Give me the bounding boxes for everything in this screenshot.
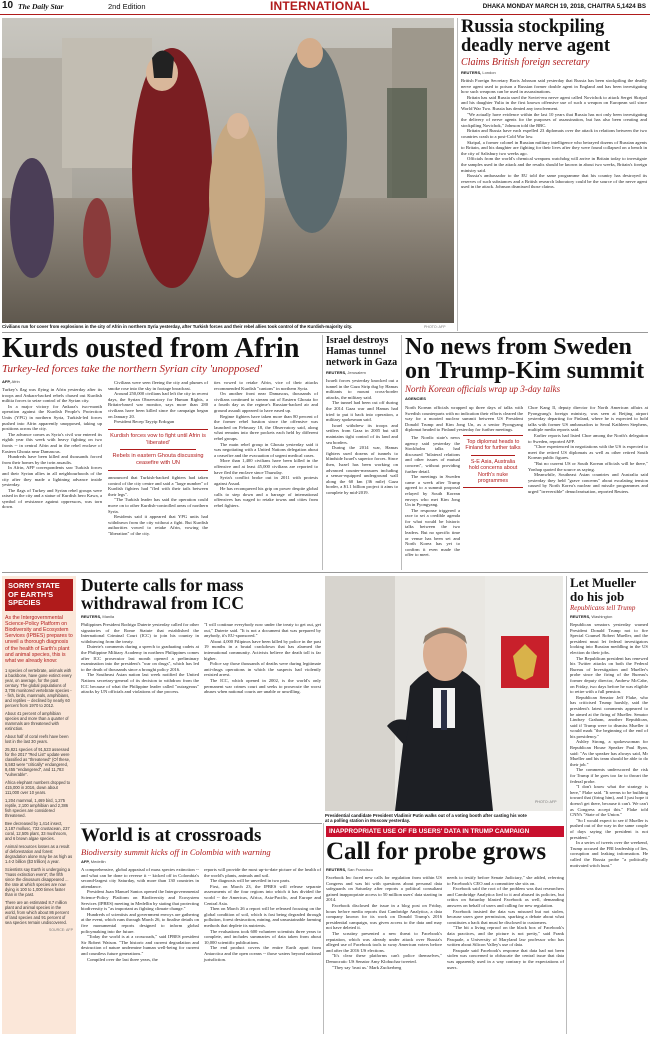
duterte-article xyxy=(81,576,321,695)
world-article xyxy=(81,826,321,962)
paragraph: The scrutiny presented a new threat to Facebook's reputation, which was already under attack over Russia's alleged use of Facebook tools to sway American voters before and after the 2016 US elections. xyxy=(326,930,442,953)
paragraph: The response triggered a race to set a credible agenda for what would be historic talks between the two leaders. But no specific time or venue has been set and North Korea has yet to confirm it even made the offer to meet. xyxy=(405,507,460,558)
paragraph: The tunnel had been cut off during the 2014 Gaza war and Hamas had tried to put it back into operation, a military spokesman said. xyxy=(326,400,398,423)
paragraph: Israel withdrew its troops and settlers from Gaza in 2005 but still maintains tight control of its land and sea borders. xyxy=(326,422,398,445)
israel-body xyxy=(326,378,398,495)
sidebar-intro: As the Intergovernmental Science-Policy Platform on Biodiversity and Ecosystem Services (IPBES) prepares to unveil a thorough diagnosis of the health of Earth's plant and animal species, this is what we already know: xyxy=(5,614,73,664)
world-col2 xyxy=(204,867,321,962)
paragraph: On another front near Damascus, thousands of civilians continued to stream out of Eastern Ghouta for a fourth day as the regime's Russian-backed air and ground assault appeared to have eased up. xyxy=(214,391,318,413)
israel-byline-source: REUTERS, xyxy=(326,370,347,375)
russia-byline-source: REUTERS, xyxy=(461,70,482,75)
paragraph: In a major victory for Ankara's two-month operation against the Kurdish People's Protection Units (YPG) in northern Syria, Turkish-led forces pushed into Afrin apparently unopposed, taking up positions across the city. xyxy=(2,403,102,432)
section-title: INTERNATIONAL xyxy=(270,0,370,13)
putin-photo-credit: PHOTO: AFP xyxy=(535,800,557,804)
paragraph: Syria's conflict broke out in 2011 with protests against Assad. xyxy=(214,475,318,486)
paragraph: British Foreign Secretary Boris Johnson said yesterday that Russia has been stockpiling the deadly nerve agent used to poison a Russian former double agent in England and has been investigating how such weapons can be used in assassinations. xyxy=(461,78,647,95)
mueller-article xyxy=(570,576,648,868)
pull-quote-1: Kurdish forces vow to fight until Afrin is 'liberated' xyxy=(110,432,206,446)
paragraph: The main rebel group in Ghouta yesterday said it was negotiating with a United Nations delegation about a ceasefire and the evacuation of urgent medical cases. xyxy=(214,441,318,458)
paragraph: The Nordic state's news agency said yesterday the Stockholm talks had discussed "bilateral relations and other issues of mutual concern", without providing further detail. xyxy=(405,434,460,474)
paragraph: Hundreds have been killed and thousands forced from their homes by the twin assaults. xyxy=(2,454,102,465)
paragraph: North Korean officials wrapped up three days of talks with Swedish counterparts with no indication their efforts cleared the way for a mooted nuclear summit between US President Donald Trump and Kim Jong Un, as a senior Pyongyang diplomat headed to Finland yesterday for further meetings. xyxy=(405,405,523,433)
facebook-col2 xyxy=(447,875,564,970)
facebook-article xyxy=(326,826,564,970)
paragraph: First, on March 23, the IPBES will release separate assessments of the four regions into which it has divided the world -- the Americas, Africa, Asia-Pacific, and Europe and Central Asia. xyxy=(204,883,321,906)
sidebar-title: SORRY STATE OF EARTH'S SPECIES xyxy=(5,579,73,611)
paragraph: Republican senators yesterday warned President Donald Trump not to fire Special Counsel Robert Mueller, and the president must let federal investigators looking into Russian meddling in the US election do their jobs. xyxy=(570,622,648,655)
paragraph: President Recep Tayyip Erdogan xyxy=(114,419,175,425)
korea-col1 xyxy=(405,405,523,433)
paragraph: Regime fighters have taken more than 80 percent of the former rebel bastion since the offensive was launched on February 18, the Observatory said, along what remains into three pockets each held by different rebel groups. xyxy=(214,413,318,441)
sidebar-source: SOURCE: AFP xyxy=(48,928,73,933)
paragraph: The flags of Turkey and Syrian rebel groups were raised in the city and a statue of Kurdish hero Kawa, a symbol of resistance against oppressors, was torn down. xyxy=(2,487,102,510)
afrin-photo-caption: Civilians run for cover from explosions in the city of Afrin in northern Syria yesterday, after Turkish forces and their rebel allies took control of the Kurdish-majority city. xyxy=(2,324,353,329)
facebook-tag: INAPPROPRIATE USE OF FB USERS' DATA IN TRUMP CAMPAIGN xyxy=(326,826,564,837)
paragraph: About 4,000 Filipinos have been killed by police in the past 19 months in a brutal crackdown that has alarmed the international community. Activists believe the death toll is far higher. xyxy=(204,638,321,661)
paragraph: Facebook insisted the data was misused but not stolen, because users gave permission, sparking a debate about what constitutes a hack that must be disclosed to customers. xyxy=(447,908,564,925)
paragraph: During the 2014 war, Hamas fighters used dozens of tunnels to blindside Israel's superior forces. Since then, Israel has been working on advanced counter-measures including a sensor-equipped underground wall along the 60 km (36 mile) Gaza border, a $1.1 billion project it aims to complete by mid-2019. xyxy=(326,445,398,495)
russia-kicker: Claims British foreign secretary xyxy=(461,57,590,68)
paper-name: The Daily Star xyxy=(18,2,64,11)
bullet-item: 1 species of vertebrate, animals with a backbone, have gone extinct every year, on average, for the past century. The global populations of 3,706 monitored vertebrate species -- fish, birds, mammals, amphibians, and reptiles -- declined by nearly 60 percent from 1970 to 2012. xyxy=(5,668,72,709)
afrin-col3 xyxy=(214,380,318,509)
mueller-body xyxy=(570,622,648,868)
paragraph: needs to testify before Senate Judiciary," she added, referring to Facebook's CEO and a committee she sits on. xyxy=(447,875,564,886)
pull-quote-2: Rebels in eastern Ghouta discussing ceasefire with UN xyxy=(112,453,204,467)
paragraph: Philippines President Rodrigo Duterte yesterday called for other signatories of the Rome Statute that established the International Criminal Court (ICC) to join his country in withdrawing from the treaty. xyxy=(81,622,200,644)
paragraph: Turkey's flag was flying in Afrin yesterday after its troops and Ankara-backed rebels chased out Kurdish militia forces to seize control of the Syrian city. xyxy=(2,387,102,404)
paragraph: Residents said it appeared that YPG units had withdrawn from the city without a fight. But Kurdish authorities vowed to retake Afrin, vowing the "liberation" of the city. xyxy=(108,514,208,536)
paragraph: "The Turkish leader has said the operation could move on to other Kurdish-controlled areas of northern Syria. xyxy=(108,497,208,514)
russia-headline: Russia stockpiling deadly nerve agent xyxy=(461,17,611,56)
russia-body xyxy=(461,78,647,190)
paragraph: Facebook disclosed the issue in a blog post on Friday, hours before media reports that Cambridge Analytica, a data company known for its work on Donald Trump's 2016 presidential campaign, was given access to the data and may not have deleted it. xyxy=(326,902,442,931)
paragraph: Pasquale said Facebook's response that data had not been stolen was concerned to obfuscate the central issue that data was apparently used in a way contrary to the expectations of users. xyxy=(447,947,564,970)
mueller-byline-place: Washington xyxy=(591,614,613,619)
paragraph: In Afrin, AFP correspondents saw Turkish forces and their Syrian allies in all neighbourhoods of the city after they made a lightning advance inside yesterday. xyxy=(2,465,102,488)
afrin-photo-credit: PHOTO: AFP xyxy=(424,325,446,329)
bullet-item: Africa elephant numbers dropped to 415,000 in 2016, down about 111,000 over 10 years. xyxy=(5,780,71,796)
paragraph: Facebook Inc faced new calls for regulation from within US Congress and was hit with questions about personal data safeguards on Saturday after reports a political consultant gained inappropriate access to 50 million users' data starting in 2014. xyxy=(326,875,442,903)
paragraph: reports will provide the most up-to-date picture of the health of the world's plants, animals and soil. xyxy=(204,867,321,878)
mueller-byline-source: REUTERS, xyxy=(570,614,591,619)
paragraph: The diagnosis will be unveiled in two parts. xyxy=(210,878,291,884)
israel-article xyxy=(326,335,398,495)
world-byline-source: AFP, xyxy=(81,859,90,864)
sorry-state-sidebar xyxy=(2,576,76,1034)
paragraph: Police say those thousands of deaths were during legitimate anti-drugs operations in which the suspects had violently resisted arrest. xyxy=(204,661,321,678)
putin-photo-caption: Presidential candidate President Vladimir Putin walks out of a voting booth after casting his vote at a polling station in Moscow yesterday. xyxy=(325,813,527,824)
afrin-article xyxy=(2,335,320,375)
paragraph: Around 250,000 civilians had left the city in recent days, the Syrian Observatory for Human Rights, a Britain-based war monitor, says more than 280 civilians have been killed since the campaign began on January 20. xyxy=(108,391,208,419)
russia-byline-place: London xyxy=(482,70,496,75)
korea-col2 xyxy=(528,405,648,495)
korea-headline: No news from Sweden on Trump-Kim summit xyxy=(405,334,645,384)
paragraph: Republican Senator Jeff Flake, who has criticised Trump harshly, said the president's latest comments appeared to be aimed at the firing of Mueller. Senator Lindsey Graham, another Republican, said if Trump were to dismiss Mueller it would mark "the beginning of the end of his presidency." xyxy=(570,694,648,739)
paragraph: Compiled over the last three years, the xyxy=(87,956,158,962)
world-byline-place: Medellin xyxy=(90,859,106,864)
paragraph: The ICC, which opened in 2002, is the world's only permanent war crimes court and seeks to prosecute the worst abuses when national courts are unable or unwilling. xyxy=(204,677,321,695)
paragraph: Israeli forces yesterday knocked out a tunnel in the Gaza Strip dug by Hamas militants to mount cross-border attacks, the military said. xyxy=(326,378,398,400)
world-headline: World is at crossroads xyxy=(81,825,262,846)
facebook-byline-place: San Francisco xyxy=(347,867,373,872)
paragraph: ties vowed to retake Afrin, vice of their attacks recommended Kurdish "cantons" in northern Syria. xyxy=(214,380,318,391)
paragraph: Hundreds of scientists and government envoys are gathering at the event, which runs through March 26, to finalise details on five monumental reports designed to inform global policymaking into the future. xyxy=(81,911,199,934)
paragraph: Civilians were seen fleeing the city and plumes of smoke rose into the sky in footage broadcast. xyxy=(108,380,208,391)
duterte-byline-source: REUTERS, xyxy=(81,614,102,619)
bullet-item: About half of coral reefs have been lost in the last 30 years. xyxy=(5,734,69,745)
afrin-byline-source: AFP, xyxy=(2,379,11,384)
mueller-kicker: Republicans tell Trump xyxy=(570,604,636,612)
korea-article xyxy=(405,335,648,404)
afrin-photo-image xyxy=(2,18,454,323)
paragraph: Facebook said the root of the problem was that researchers and Cambridge Analytica lied to it and abused its policies, but critics on Saturday blasted Facebook as well, demanding answers on behalf of users and calling for new regulation. xyxy=(447,886,564,908)
israel-byline-place: Jerusalem xyxy=(347,370,366,375)
paragraph: Britain and Russia have each expelled 23 diplomats over the attack in relations between the two countries crash to a post-Cold War low. xyxy=(461,128,647,139)
pull-quote-1: Top diplomat heads to Finland for further talks xyxy=(465,438,521,452)
duterte-col1 xyxy=(81,622,199,695)
bullet-item: 1,204 mammal, 1,469 bird, 1,275 reptile, 2,100 amphibian and 2,386 fish species are considered threatened. xyxy=(5,798,69,819)
paragraph: "We actually have evidence within the last 10 years that Russia has not only been investigating the delivery of nerve agents for the purposes of assassination, but has also been creating and stockpiling Novichok," Johnson told the BBC. xyxy=(461,111,647,128)
korea-pull-quote xyxy=(463,435,523,488)
paragraph: Choe Kang Il, deputy director for North American affairs at Pyongyang's foreign ministry, was seen at Beijing airport yesterday departing for Finland, where he is expected to hold talks with former US ambassadors to Seoul Kathleen Stephens, multiple media reports said. xyxy=(528,405,648,433)
afrin-kicker: Turkey-led forces take the northern Syrian city 'unopposed' xyxy=(2,363,262,375)
paragraph: The Republican president has renewed his Twitter attacks on both the Federal Bureau of Investigation and Mueller's probe since the firing of the Bureau's former deputy director, Andrew McCabe, on Friday, two days before he was eligible to retire with a full pension. xyxy=(570,655,648,695)
paragraph: Duterte's comments during a speech to graduating cadets at the Philippine Military Academy in northern Philippines comes after ICC prosecutor last month opened a preliminary examination into the president's "war on drugs", which has led to the death of thousands since a brought policy 2016. xyxy=(81,644,199,672)
duterte-col2 xyxy=(204,622,321,695)
edition-label: 2nd Edition xyxy=(108,2,146,11)
pull-quote-2: S-E Asia, Australia hold concerns about North's nuke programmes xyxy=(468,458,518,484)
paragraph: "But no current US or South Korean officials will be there," Yonhap quoted the source as saying. xyxy=(528,460,648,472)
paragraph: The comments underscored the risk for Trump if he goes too far to thwart the federal probe. xyxy=(570,767,648,784)
duterte-headline: Duterte calls for mass withdrawal from ICC xyxy=(81,575,245,613)
israel-headline: Israel destroys Hamas tunnel network in Gaza xyxy=(326,335,398,368)
paragraph: announced that Turkish-backed fighters had taken control of the city centre and said a "large number" of Kurdish fighters had "fled with their tails between their legs". xyxy=(108,474,208,497)
world-kicker: Biodiversity summit kicks off in Colombia with warning xyxy=(81,847,271,857)
paragraph: The evaluations took 600 volunteer scientists three years to complete, and includes summaries of data taken from about 10,000 scientific publications. xyxy=(204,928,321,945)
putin-photo xyxy=(325,576,563,811)
korea-kicker: North Korean officials wrap up 3-day talks xyxy=(405,384,561,394)
afrin-pull-quote xyxy=(108,429,208,471)
paragraph: Skripal, a former colonel in Russian military intelligence who betrayed dozens of Russian agents to Britain, and his daughter are fighting for their lives after they were found collapsed on a bench in the city of Salisbury two weeks ago. xyxy=(461,139,647,156)
paragraph: Officials from the world's chemical weapons watchdog will arrive in Britain today to investigate the samples used in the attack and the results should be known in about two weeks, Britain's foreign ministry said. xyxy=(461,156,647,173)
paragraph: The end product covers the entire Earth apart from Antarctica and the open oceans -- those waters beyond national jurisdiction. xyxy=(204,945,321,962)
paragraph: Earlier reports had listed Choe among the North's delegation to Sweden, reported AFP. xyxy=(528,432,648,444)
paragraph: In a series of tweets over the weekend, Trump accused the FBI leadership of lies, corruption and leaking information. He called the Russia probe "a politically motivated witch hunt." xyxy=(570,840,648,868)
duterte-byline-place: Manila xyxy=(102,614,115,619)
paragraph: "I don't know what the strategy is here," Flake said. "It seems to be building toward that (firing him), and I just hope it doesn't get there, because it can't. We can't as Congress accept this." Flake told CNN's "State of the Union." xyxy=(570,784,648,818)
korea-col1b xyxy=(405,435,460,558)
paragraph: "The bit a living reproof on the black box of Facebook's data practices, and the picture is not pretty," said Frank Pasquale, a University of Maryland law professor who has written about Silicon Valley's use of data. xyxy=(447,925,564,948)
paragraph: "I will continue everybody now under the treaty to get out, get out," Duterte said. "It is not a document that was prepared by anybody, it's EU-sponsored." xyxy=(204,622,321,639)
afrin-col1 xyxy=(2,387,102,510)
paragraph: Ashley Strong, a spokeswoman for Republican House Speaker Paul Ryan, said: "As the speaker has always said, Mr Mueller and his team should be able to do their job." xyxy=(570,739,648,767)
paragraph: Russia's ambassador to the EU told the same programme that his country has destroyed its reserves of such substances and a British research laboratory could be the source of the nerve agent used in the attack. Johnson dismissed those claims. xyxy=(461,173,647,190)
afrin-byline-place: Afrin xyxy=(11,379,20,384)
page-number: 10 xyxy=(2,0,14,11)
korea-byline-source: AGENCIES xyxy=(405,396,426,401)
russia-article xyxy=(461,18,647,190)
bullet-item: Animal resources losses as a result of deforestation and forest degradation alone may be as high as 1.4-2 billion ($3 trillion) a year. xyxy=(5,844,73,865)
bullet-item: Scientists say Earth is undergoing a "mass extinction event", the fifth since the dinosaurs disappeared ... the rate at which species are now dying is 100 to 1,000 times faster than in the past. xyxy=(5,867,71,898)
facebook-byline-source: REUTERS, xyxy=(326,867,347,872)
paragraph: President Juan Manuel Santos opened the Intergovernmental Science-Policy Platform on Biodiversity and Ecosystem Services (IPBES) meeting in Medellin by stating that protecting biodiversity is "as important as fighting climate change." xyxy=(81,889,199,912)
paragraph: The Southeast Asian nation last week notified the United Nations secretary-general of its decision to withdraw from the ICC because of what the Philippine leader called "outrageous" attacks by UN officials and violations of due process. xyxy=(81,672,199,695)
paragraph: A comprehensive, global appraisal of mass species extinction -- and what can be done to reverse it -- kicked off in Colombia's second-largest city Saturday, with more than 130 countries in attendance. xyxy=(81,867,199,889)
paragraph: "Today the world is at a crossroads," said IPBES president Sir Robert Watson. "The historic and current degradation and destruction of nature undermine human well-being for current and countless future generations." xyxy=(81,934,199,956)
paragraph: "Choe experienced in negotiations with the US is expected to meet the retired US diplomats as well as other retired South Korean public figures. xyxy=(528,444,648,461)
page-header xyxy=(0,0,650,15)
paragraph: "So I would expect to see if Mueller is pushed out of the way in the same couple of days saying the president is not president." xyxy=(570,817,648,840)
putin-photo-image xyxy=(325,576,563,811)
paragraph: "It's clear these platforms can't police themselves," Democratic US Senator Amy Klobuchar tweeted. xyxy=(326,953,442,964)
bullet-item: About 41 percent of amphibian species and more than a quarter of mammals are threatened with extinction. xyxy=(5,711,69,732)
paragraph: He has reconquered his grip on power despite global calls to step down and a barrage of international offensives has waged to retake towns and cities from rebel fighters. xyxy=(214,486,318,509)
afrin-col2 xyxy=(108,380,208,425)
paragraph: More than 1,400 civilians have been killed in the offensive and at least 45,000 civilians are reported to have fled the enclave since Thursday. xyxy=(214,458,318,475)
mueller-headline: Let Mueller do his job xyxy=(570,575,636,604)
afrin-col2b xyxy=(108,475,208,537)
dateline: DHAKA MONDAY MARCH 19, 2018, CHAITRA 5,1424 BS xyxy=(482,2,646,10)
paragraph: The meetings in Sweden came a week after Trump agreed to a summit proposal relayed by South Korean envoys who met Kim Jong Un in Pyongyang. xyxy=(405,474,460,508)
paragraph: The advance comes as Syria's civil war entered its eighth year this week with heavy fighting on two fronts -- in central Afrin and in the rebel enclave of Eastern Ghouta near Damascus. xyxy=(2,431,102,454)
bullet-item: Bee decreased by 1,414 insect, 2,187 mollusc, 732 crustacean, 237 coral, 12,505 plant, 33 mushroom, and 6 brown algae species. xyxy=(5,821,70,842)
sidebar-bullets xyxy=(5,668,73,925)
facebook-headline: Call for probe grows xyxy=(326,838,547,865)
facebook-col1 xyxy=(326,875,442,970)
afrin-photo xyxy=(2,18,454,323)
bullet-item: 25,821 species of 91,523 assessed for the 2017 "Red List" update were classified as "threatened" (Of these, 5,583 were "critically" endangered, 8,455 "endangered", and 11,783 "vulnerable". xyxy=(5,747,71,778)
paragraph: Then on March 26 a report will be released focusing on the global condition of soil, which is fast being degraded through pollution, forest destruction, mining, and unsustainable farming methods that deplete its nutrients. xyxy=(204,906,321,928)
afrin-headline: Kurds ousted from Afrin xyxy=(2,333,300,364)
paragraph: Meanwhile, Southeast Asian countries and Australia said yesterday they held "grave concerns" about escalating tension caused by North Korea's nuclear and missile programmes and urged "irreversible" denuclearisation, reported Reuters. xyxy=(528,472,648,494)
paragraph: "They say 'trust us.' Mark Zuckerberg xyxy=(332,964,402,970)
paragraph: Britain has said Russia used the Soviet-era nerve agent called Novichok to attack Sergei Skripal and his daughter Yulia in the first known offensive use of such a weapon on European soil since World War Two. Russia has denied any involvement. xyxy=(461,94,647,111)
bullet-item: There are an estimated 8.7 million plant and animal species in the world, from which about 86 percent of land species and 91 percent of sea species remain undiscovered. xyxy=(5,900,69,926)
world-col1 xyxy=(81,867,199,962)
